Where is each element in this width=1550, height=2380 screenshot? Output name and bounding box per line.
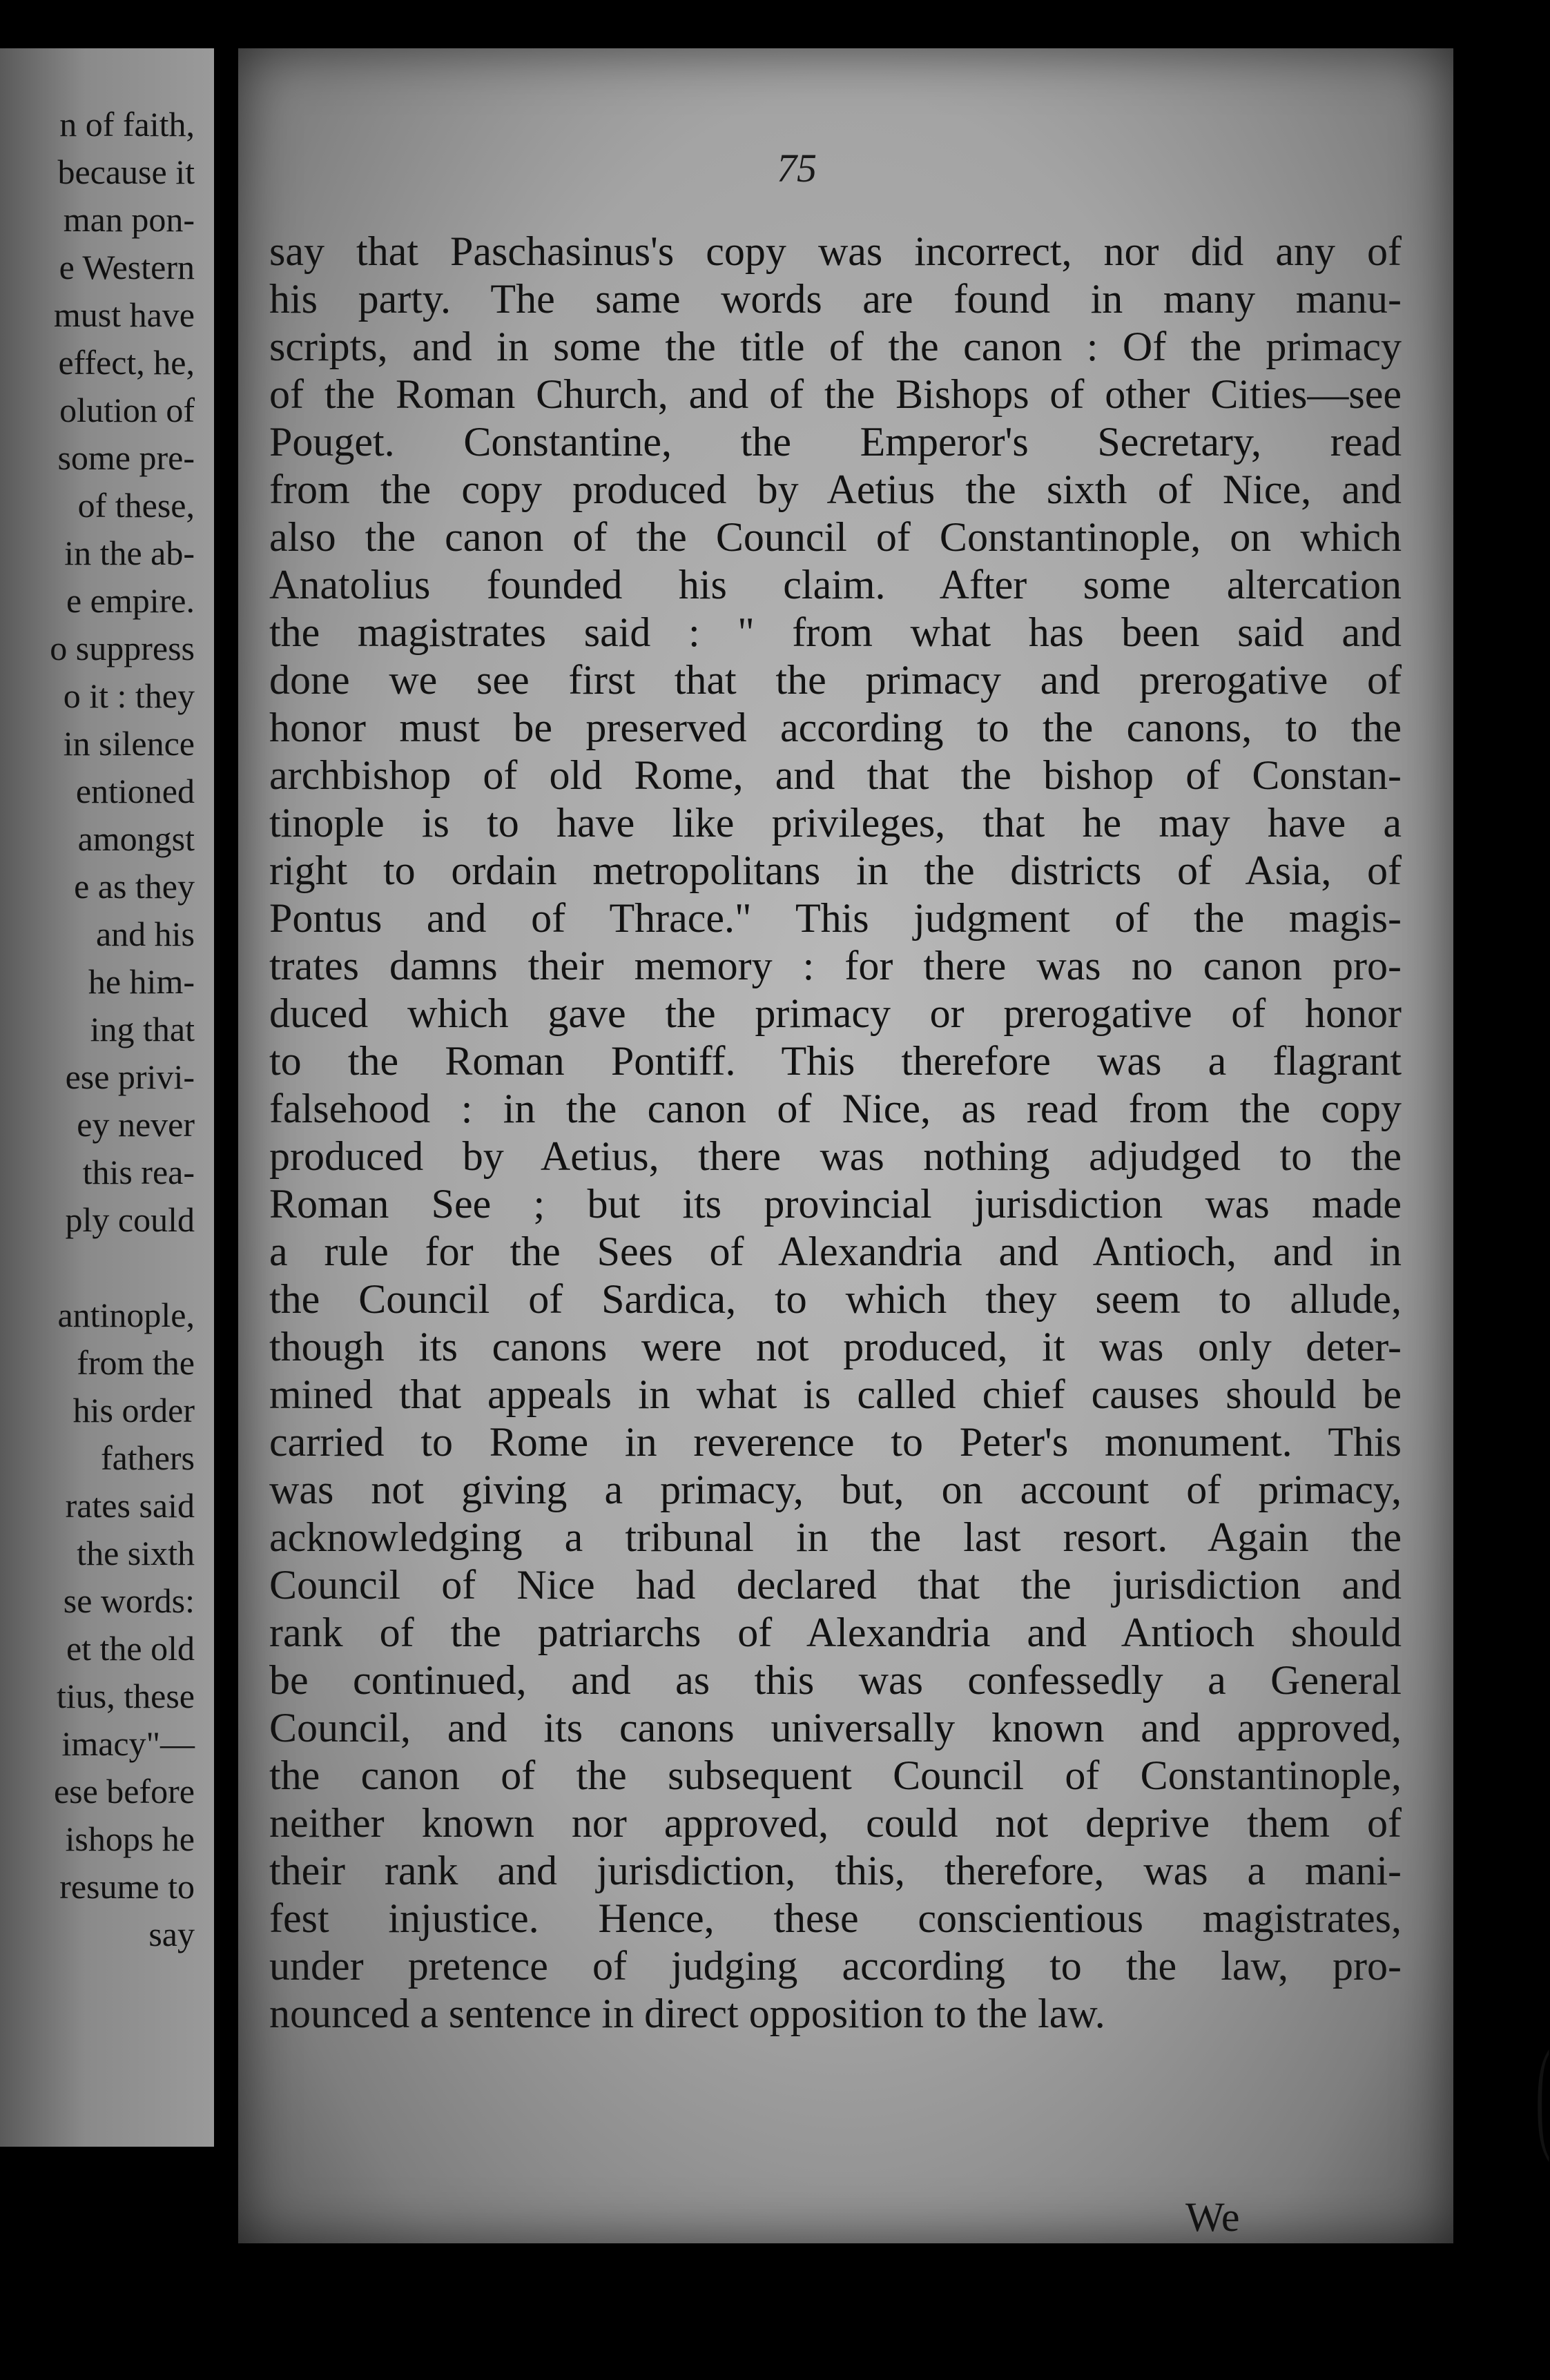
left-page-line: man pon- xyxy=(63,200,195,239)
left-page-line: e Western xyxy=(59,248,195,286)
left-page-line: in silence xyxy=(63,724,195,763)
text-line: archbishop of old Rome, and that the bishop of Constan- xyxy=(269,752,1402,798)
left-page-line: from the xyxy=(77,1343,195,1382)
left-page-line: olution of xyxy=(59,391,195,429)
left-page-line: ishops he xyxy=(65,1820,195,1858)
left-page-line: et the old xyxy=(66,1629,195,1668)
left-page-line: and his xyxy=(95,915,195,953)
left-page-line: entioned xyxy=(75,772,195,810)
text-line: his party. The same words are found in many manu- xyxy=(269,276,1402,322)
left-page-line: ply could xyxy=(65,1200,195,1239)
text-line: Roman See ; but its provincial jurisdiction was made xyxy=(269,1181,1402,1227)
text-line: produced by Aetius, there was nothing adjudged to the xyxy=(269,1133,1402,1179)
left-page-line: tius, these xyxy=(57,1677,195,1715)
text-line: though its canons were not produced, it was only deter- xyxy=(269,1324,1402,1369)
text-line: carried to Rome in reverence to Peter's monument. This xyxy=(269,1419,1402,1465)
text-line: was not giving a primacy, but, on account of primacy, xyxy=(269,1467,1402,1512)
left-page-line: he him- xyxy=(88,962,195,1001)
text-line: the Council of Sardica, to which they seem to allude, xyxy=(269,1276,1402,1322)
body-text xyxy=(269,228,1402,2038)
page-number: 75 xyxy=(777,146,817,191)
left-page-line: amongst xyxy=(77,819,195,858)
left-page-line: in the ab- xyxy=(64,534,195,572)
text-line: falsehood : in the canon of Nice, as read from the copy xyxy=(269,1086,1402,1131)
catchword: We xyxy=(1185,2194,1240,2240)
text-line: acknowledging a tribunal in the last resort. Again the xyxy=(269,1514,1402,1560)
page-gutter xyxy=(214,0,238,2380)
left-page-line: imacy"— xyxy=(61,1724,195,1763)
left-page-line: e as they xyxy=(74,867,195,906)
left-page-line: ese privi- xyxy=(65,1057,195,1096)
margin-bracket-mark: ( xyxy=(1536,2025,1550,2163)
left-page-line: some pre- xyxy=(57,438,195,477)
left-page-line: resume to xyxy=(59,1867,195,1906)
text-line: neither known nor approved, could not deprive them of xyxy=(269,1800,1402,1846)
text-line: also the canon of the Council of Constantinople, on which xyxy=(269,514,1402,560)
left-page-line: the sixth xyxy=(77,1534,195,1572)
left-page-line: this rea- xyxy=(82,1153,195,1191)
left-page-line: of these, xyxy=(77,486,195,525)
left-page-line: must have xyxy=(53,295,195,334)
main-page xyxy=(238,48,1550,2243)
text-line: scripts, and in some the title of the canon : Of the primacy xyxy=(269,324,1402,369)
text-line: to the Roman Pontiff. This therefore was a flagrant xyxy=(269,1038,1402,1084)
left-page-line: antinople, xyxy=(57,1296,195,1334)
left-page-line: because it xyxy=(57,153,195,191)
text-line: nounced a sentence in direct opposition to the law. xyxy=(269,1991,1105,2036)
text-line: honor must be preserved according to the canons, to the xyxy=(269,705,1402,750)
left-page-line: ey never xyxy=(77,1105,195,1144)
left-page-line: n of faith, xyxy=(59,105,195,144)
text-line: of the Roman Church, and of the Bishops of other Cities—see xyxy=(269,371,1402,417)
text-line: from the copy produced by Aetius the sixth of Nice, and xyxy=(269,467,1402,512)
text-line: the magistrates said : " from what has been said and xyxy=(269,609,1402,655)
left-page-line: his order xyxy=(72,1391,195,1430)
left-page-line: se words: xyxy=(63,1581,195,1620)
text-line: Pontus and of Thrace." This judgment of the magis- xyxy=(269,895,1402,941)
text-line: their rank and jurisdiction, this, therefore, was a mani- xyxy=(269,1848,1402,1893)
text-line: be continued, and as this was confessedly a General xyxy=(269,1657,1402,1703)
left-page-line: rates said xyxy=(65,1486,195,1525)
text-line: mined that appeals in what is called chief causes should be xyxy=(269,1372,1402,1417)
text-line: Anatolius founded his claim. After some altercation xyxy=(269,562,1402,607)
left-page-line: say xyxy=(148,1915,195,1953)
left-page-line: fathers xyxy=(100,1438,195,1477)
text-line: Council of Nice had declared that the jurisdiction and xyxy=(269,1562,1402,1608)
text-line: fest injustice. Hence, these conscientious magistrates, xyxy=(269,1895,1402,1941)
left-page-line: ese before xyxy=(53,1772,195,1811)
text-line: right to ordain metropolitans in the districts of Asia, of xyxy=(269,848,1402,893)
text-line: say that Paschasinus's copy was incorrect, nor did any of xyxy=(269,228,1402,274)
text-line: Pouget. Constantine, the Emperor's Secretary, read xyxy=(269,419,1402,465)
text-line: a rule for the Sees of Alexandria and Antioch, and in xyxy=(269,1229,1402,1274)
left-page-fragment xyxy=(0,48,214,2147)
text-line: trates damns their memory : for there was no canon pro- xyxy=(269,943,1402,988)
text-line: done we see first that the primacy and prerogative of xyxy=(269,657,1402,703)
left-page-line: o suppress xyxy=(50,629,195,667)
text-line: duced which gave the primacy or prerogative of honor xyxy=(269,991,1402,1036)
left-page-line: e empire. xyxy=(66,581,195,620)
text-line: Council, and its canons universally known and approved, xyxy=(269,1705,1402,1750)
left-page-line: ing that xyxy=(90,1010,195,1048)
text-line: rank of the patriarchs of Alexandria and Antioch should xyxy=(269,1610,1402,1655)
text-line: the canon of the subsequent Council of Constantinople, xyxy=(269,1753,1402,1798)
text-line: tinople is to have like privileges, that he may have a xyxy=(269,800,1402,846)
left-page-line: o it : they xyxy=(63,676,195,715)
text-line: under pretence of judging according to the law, pro- xyxy=(269,1943,1402,1989)
left-page-line: effect, he, xyxy=(58,343,195,382)
